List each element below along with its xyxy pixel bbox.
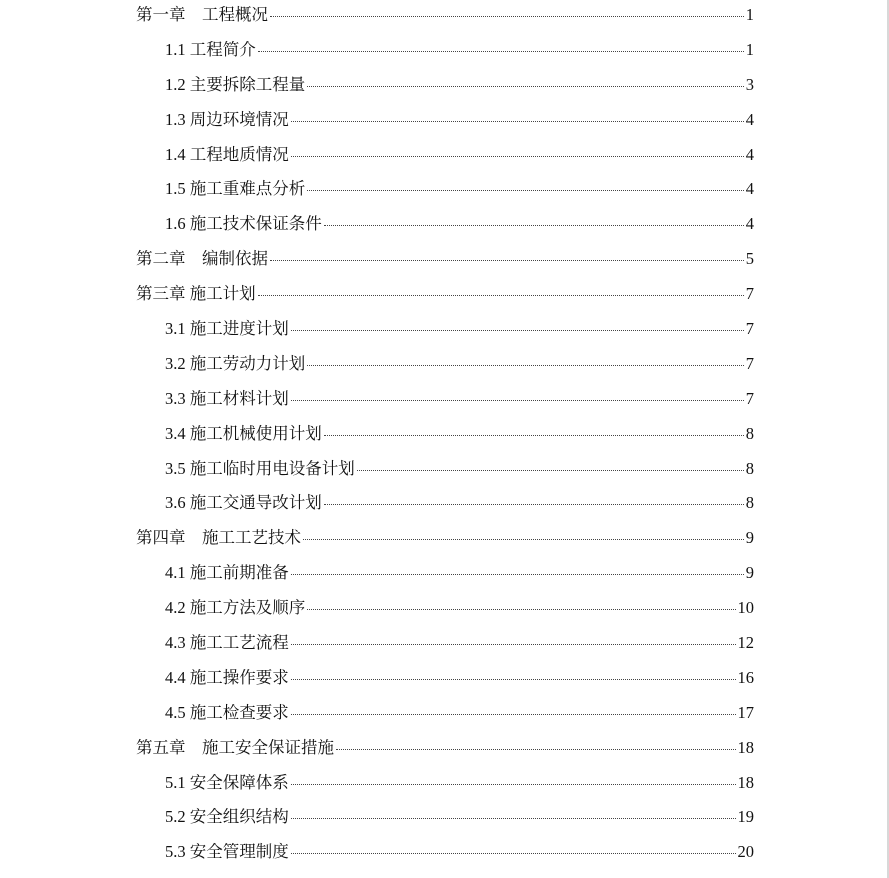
toc-entry-title: 4.1 施工前期准备 (165, 563, 289, 583)
toc-entry-title: 3.1 施工进度计划 (165, 319, 289, 339)
toc-entry-title: 3.5 施工临时用电设备计划 (165, 458, 355, 478)
dot-leader (291, 818, 736, 819)
toc-page-number: 10 (737, 598, 754, 618)
toc-page-number: 12 (737, 633, 754, 653)
toc-entry-title: 1.2 主要拆除工程量 (165, 74, 306, 94)
toc-entry-title: 第一章 工程概况 (136, 5, 268, 24)
toc-page-number: 17 (737, 702, 754, 722)
toc-page-number: 18 (737, 772, 754, 792)
toc-page-number: 7 (745, 388, 754, 408)
dot-leader (291, 400, 744, 401)
toc-page-number: 8 (745, 423, 754, 443)
toc-page-number: 7 (745, 353, 754, 373)
toc-page-number: 7 (745, 319, 754, 339)
toc-entry[interactable] (136, 209, 754, 244)
toc-page-number: 9 (745, 563, 754, 583)
dot-leader (324, 435, 744, 436)
toc-entry-title: 5.2 安全组织结构 (165, 807, 289, 827)
toc-entry-title: 1.3 周边环境情况 (165, 109, 289, 129)
toc-page-number: 16 (737, 667, 754, 687)
toc-entry-title: 4.4 施工操作要求 (165, 667, 289, 687)
toc-entry[interactable] (136, 768, 754, 803)
toc-entry[interactable] (136, 837, 754, 872)
dot-leader (291, 714, 736, 715)
dot-leader (307, 86, 744, 87)
toc-entry[interactable] (136, 454, 754, 489)
dot-leader (291, 784, 736, 785)
toc-entry-title: 1.1 工程简介 (165, 39, 256, 59)
toc-entry-title: 第二章 编制依据 (136, 249, 268, 269)
toc-page-number: 4 (745, 179, 754, 199)
toc-entry-title: 3.3 施工材料计划 (165, 388, 289, 408)
toc-page-number: 4 (745, 144, 754, 164)
toc-page-number: 1 (745, 39, 754, 59)
toc-entry-title: 第五章 施工安全保证措施 (136, 737, 334, 757)
toc-entry[interactable] (136, 35, 754, 70)
dot-leader (270, 260, 744, 261)
dot-leader (258, 295, 744, 296)
toc-entry[interactable] (136, 663, 754, 698)
toc-entry[interactable] (136, 140, 754, 175)
toc-page-number: 20 (737, 842, 754, 862)
dot-leader (307, 609, 735, 610)
toc-page-number: 4 (745, 109, 754, 129)
toc-entry[interactable] (136, 384, 754, 419)
dot-leader (258, 51, 744, 52)
toc-entry[interactable] (136, 244, 754, 279)
toc-page-number: 18 (737, 737, 754, 757)
dot-leader (291, 679, 736, 680)
toc-entry[interactable] (136, 314, 754, 349)
toc-entry-title: 4.3 施工工艺流程 (165, 633, 289, 653)
toc-entry[interactable] (136, 174, 754, 209)
toc-page-number: 19 (737, 807, 754, 827)
dot-leader (324, 225, 744, 226)
toc-entry[interactable] (136, 558, 754, 593)
toc-entry[interactable] (136, 593, 754, 628)
toc-entry-title: 第四章 施工工艺技术 (136, 528, 301, 548)
toc-entry[interactable] (136, 802, 754, 837)
toc-entry-title: 第三章 施工计划 (136, 284, 256, 304)
toc-entry-title: 3.6 施工交通导改计划 (165, 493, 322, 513)
toc-page-number: 8 (745, 458, 754, 478)
dot-leader (291, 330, 744, 331)
toc-entry[interactable] (136, 70, 754, 105)
toc-entry-title: 1.5 施工重难点分析 (165, 179, 306, 199)
dot-leader (270, 16, 744, 17)
toc-page-number: 3 (745, 74, 754, 94)
dot-leader (324, 504, 744, 505)
toc-entry-title: 1.6 施工技术保证条件 (165, 214, 322, 234)
dot-leader (307, 365, 744, 366)
toc-entry-title: 4.5 施工检查要求 (165, 702, 289, 722)
toc-entry-title: 5.1 安全保障体系 (165, 772, 289, 792)
dot-leader (291, 853, 736, 854)
toc-entry-title: 3.4 施工机械使用计划 (165, 423, 322, 443)
toc-page-number: 5 (745, 249, 754, 269)
dot-leader (336, 749, 736, 750)
dot-leader (357, 470, 744, 471)
toc-page-number: 8 (745, 493, 754, 513)
table-of-contents (136, 0, 754, 872)
toc-entry[interactable] (136, 488, 754, 523)
toc-entry[interactable] (136, 0, 754, 35)
toc-page-number: 1 (745, 5, 754, 24)
toc-page-number: 9 (745, 528, 754, 548)
toc-entry[interactable] (136, 279, 754, 314)
dot-leader (291, 156, 744, 157)
toc-entry[interactable] (136, 349, 754, 384)
dot-leader (303, 539, 744, 540)
toc-entry[interactable] (136, 628, 754, 663)
toc-entry-title: 4.2 施工方法及顺序 (165, 598, 306, 618)
toc-entry[interactable] (136, 523, 754, 558)
dot-leader (291, 121, 744, 122)
toc-page-number: 4 (745, 214, 754, 234)
toc-entry-title: 1.4 工程地质情况 (165, 144, 289, 164)
toc-entry[interactable] (136, 698, 754, 733)
toc-entry[interactable] (136, 733, 754, 768)
toc-entry[interactable] (136, 419, 754, 454)
dot-leader (307, 190, 744, 191)
dot-leader (291, 644, 736, 645)
toc-entry-title: 3.2 施工劳动力计划 (165, 353, 306, 373)
dot-leader (291, 574, 744, 575)
toc-page-number: 7 (745, 284, 754, 304)
toc-entry[interactable] (136, 105, 754, 140)
toc-entry-title: 5.3 安全管理制度 (165, 842, 289, 862)
